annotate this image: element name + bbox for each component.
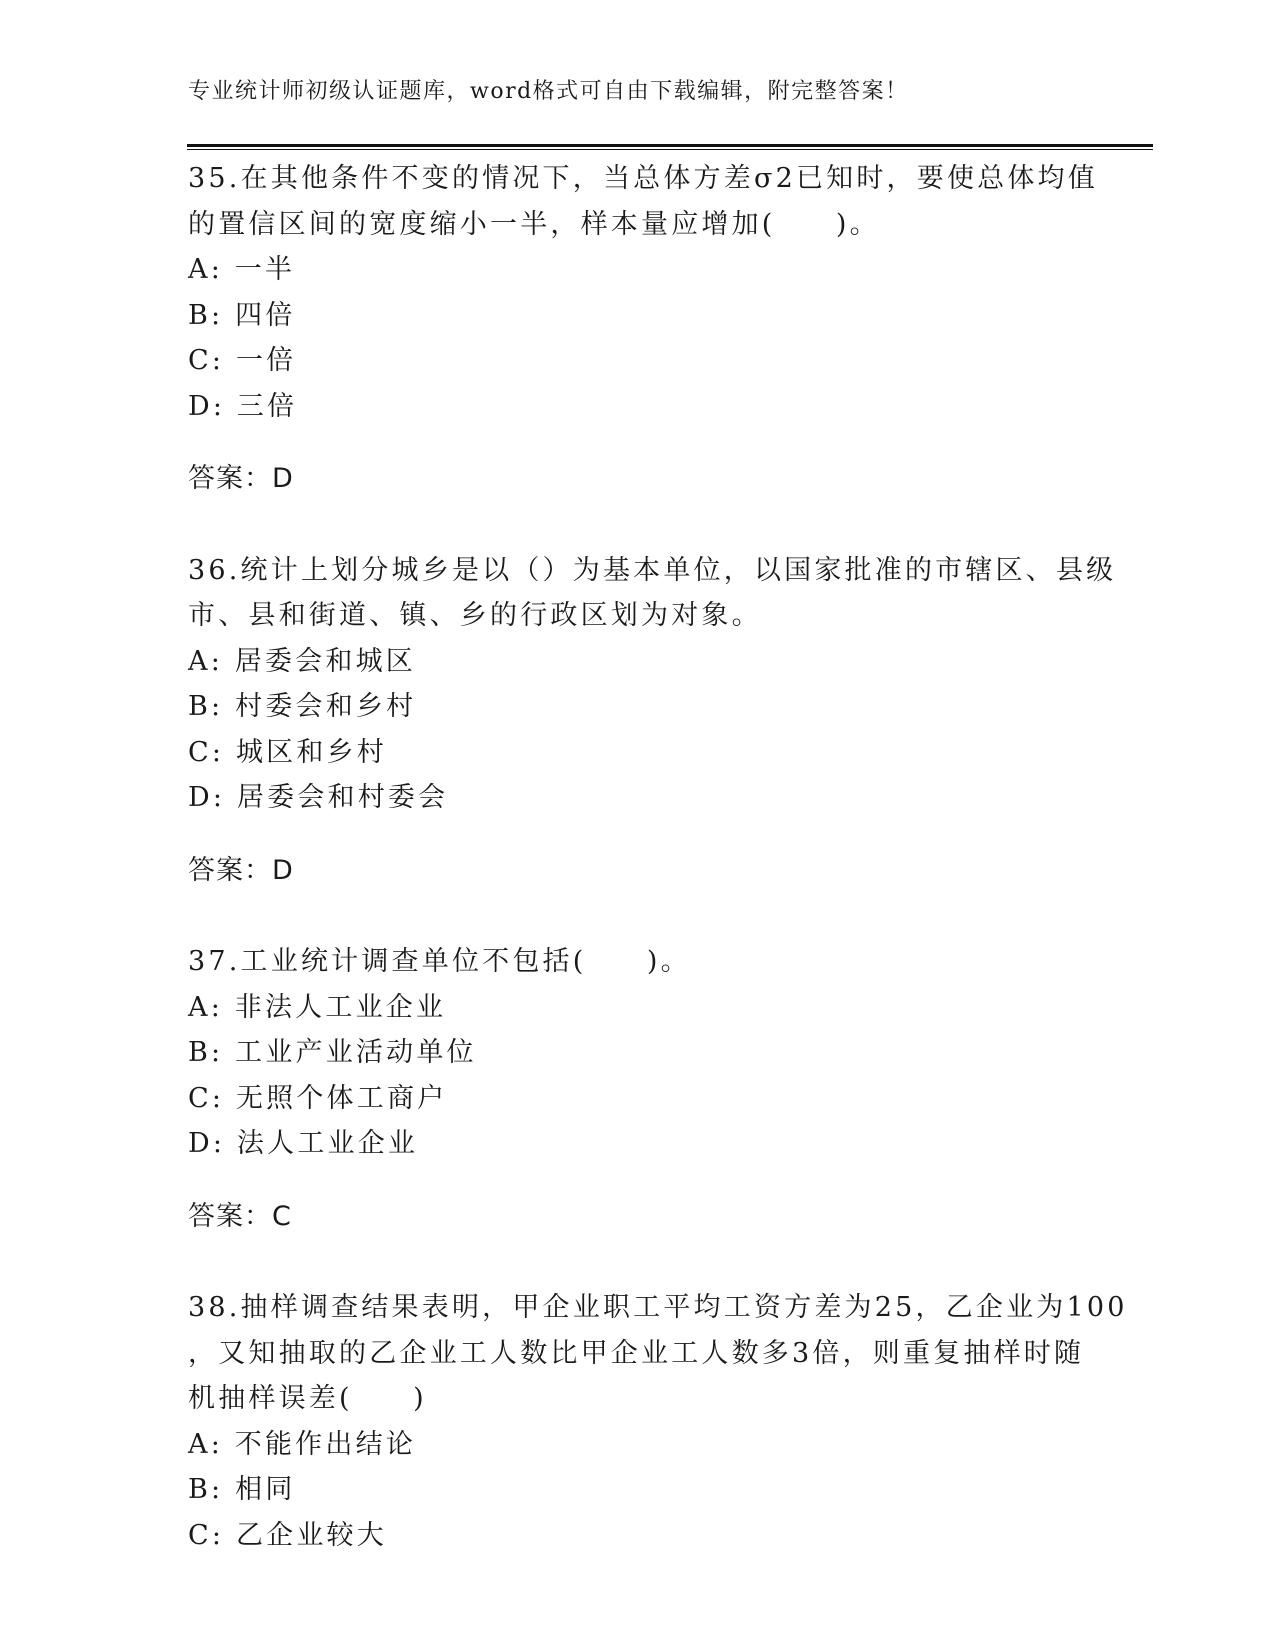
- option-a: A: 不能作出结论: [188, 1428, 416, 1460]
- question-list: [188, 156, 1128, 1558]
- option-c: C: 城区和乡村: [188, 736, 387, 768]
- question-37: [188, 939, 1088, 1239]
- question-text-line: 38.抽样调查结果表明，甲企业职工平均工资方差为25，乙企业为100: [188, 1292, 1128, 1323]
- question-text-line: 市、县和街道、镇、乡的行政区划为对象。: [188, 600, 762, 631]
- question-text-line: 35.在其他条件不变的情况下，当总体方差σ2已知时，要使总体均值: [188, 163, 1098, 194]
- header-rule-thick: [187, 144, 1153, 147]
- option-d: D: 法人工业企业: [188, 1128, 419, 1159]
- answer: 答案：D: [188, 463, 294, 494]
- question-text-line: ，又知抽取的乙企业工人数比甲企业工人数多3倍，则重复抽样时随: [188, 1337, 1085, 1369]
- option-c: C: 乙企业较大: [188, 1519, 387, 1551]
- question-text-line: 机抽样误差( ): [188, 1383, 427, 1414]
- question-36: [188, 548, 1117, 894]
- option-b: B: 四倍: [188, 299, 296, 331]
- option-b: B: 村委会和乡村: [188, 691, 417, 722]
- answer: 答案：D: [188, 854, 294, 886]
- header-rule-thin: [187, 149, 1153, 150]
- option-d: D: 居委会和村委会: [188, 782, 449, 813]
- option-b: B: 相同: [188, 1474, 296, 1505]
- question-text-line: 的置信区间的宽度缩小一半，样本量应增加( )。: [188, 208, 880, 240]
- option-a: A: 一半: [188, 254, 296, 285]
- question-text-line: 36.统计上划分城乡是以（）为基本单位，以国家批准的市辖区、县级: [188, 554, 1117, 586]
- option-c: C: 无照个体工商户: [188, 1082, 448, 1114]
- question-38: [188, 1285, 1128, 1558]
- answer: 答案：C: [188, 1200, 292, 1232]
- option-a: A: 非法人工业企业: [188, 991, 447, 1023]
- question-text-line: 37.工业统计调查单位不包括( )。: [188, 946, 691, 977]
- option-b: B: 工业产业活动单位: [188, 1037, 477, 1068]
- page-header: 专业统计师初级认证题库，word格式可自由下载编辑，附完整答案！: [188, 79, 909, 104]
- question-35: [188, 156, 1098, 502]
- option-a: A: 居委会和城区: [188, 645, 416, 677]
- option-c: C: 一倍: [188, 345, 297, 376]
- option-d: D: 三倍: [188, 390, 298, 422]
